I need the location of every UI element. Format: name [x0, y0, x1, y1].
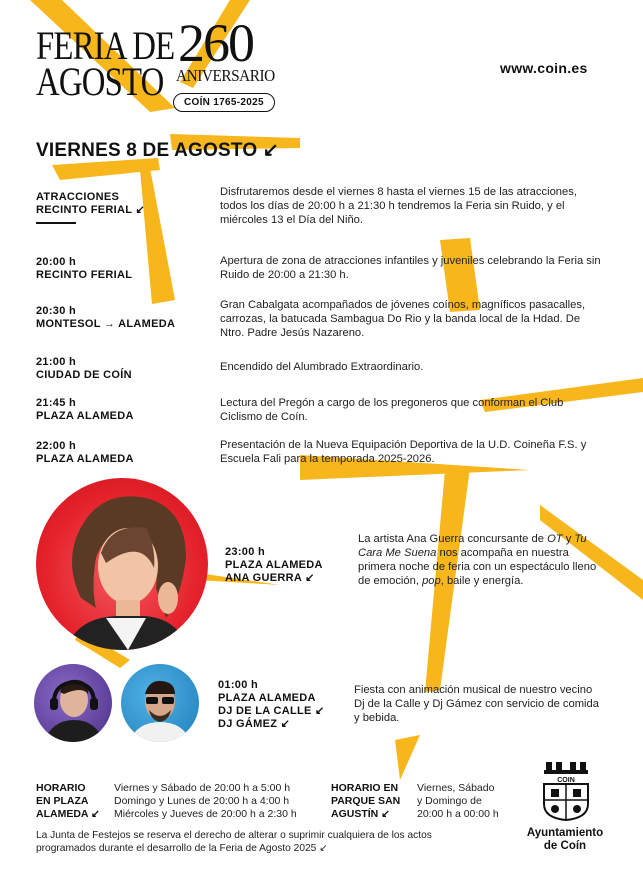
feature1-desc-c: nos acompaña en nuestra primera noche de feria con un espectáculo lleno de emoción,: [358, 547, 597, 587]
arrow-down-left-icon: ↙: [91, 808, 100, 820]
event-5-desc: Presentación de la Nueva Equipación Deportiva de la U.D. Coineña F.S. y Escuela Fali para la temporada 2025-2026.: [220, 439, 587, 465]
day-title-text: VIERNES 8 DE AGOSTO: [36, 140, 258, 161]
feature1-desc-a: La artista Ana Guerra concursante de: [358, 533, 548, 545]
arrow-down-left-icon: ↙: [280, 718, 291, 730]
svg-text:COIN: COIN: [557, 777, 575, 784]
website-link[interactable]: www.coin.es: [500, 60, 588, 76]
feature2-place3: DJ GÁMEZ: [218, 718, 278, 730]
arrow-down-left-icon: ↙: [319, 843, 328, 854]
feature2-left: [218, 679, 348, 731]
feria-logo: [36, 23, 175, 104]
dj-gamez-photo: [121, 664, 199, 742]
event-place: RECINTO FERIAL: [36, 269, 133, 281]
event-time: 22:00 h: [36, 440, 77, 452]
schedule-sanagustin-label: HORARIO EN PARQUE SAN AGUSTÍN ↙: [331, 782, 401, 820]
event-4-left: [36, 397, 216, 423]
feature1-left: [225, 546, 355, 585]
schedule-alameda-lines: [114, 782, 329, 821]
feature1-place1: PLAZA ALAMEDA: [225, 559, 323, 571]
feria-line2: AGOSTO: [36, 59, 164, 104]
event-place: ATRACCIONES RECINTO FERIAL ↙: [36, 191, 145, 216]
feature2-place2-row: [218, 705, 348, 718]
event-time: 20:30 h: [36, 305, 77, 317]
event-time: 21:45 h: [36, 397, 77, 409]
schedule-line: Viernes y Sábado de 20:00 h a 5:00 h: [114, 782, 291, 794]
ana-guerra-photo: [36, 478, 208, 650]
feria-line1: FERIA DE: [36, 23, 175, 68]
schedule-alameda-label: HORARIO EN PLAZA ALAMEDA ↙: [36, 782, 100, 820]
schedule-line: y Domingo de: [417, 795, 482, 807]
event-time: 20:00 h: [36, 256, 77, 268]
feature1-desc-tcms: Tu Cara Me Suena: [358, 533, 587, 559]
person-portrait-icon: [36, 478, 208, 650]
arrow-down-left-icon: ↙: [315, 705, 325, 717]
divider: [36, 222, 76, 224]
anniversary-pill: COÍN 1765-2025: [173, 93, 275, 112]
ayuntamiento-line1: Ayuntamiento: [526, 827, 604, 839]
feature1-place2-row: [225, 572, 355, 585]
feature1-desc-b: y: [562, 533, 575, 545]
feature2-place3-row: [218, 718, 348, 731]
disclaimer: [36, 829, 476, 855]
event-3-desc: Encendido del Alumbrado Extraordinario.: [220, 361, 424, 373]
feature2-place1: PLAZA ALAMEDA: [218, 692, 316, 704]
feature2-time: 01:00 h: [218, 679, 259, 691]
ayuntamiento-line2: de Coín: [543, 840, 587, 852]
schedule-line: Domingo y Lunes de 20:00 h a 4:00 h: [114, 795, 290, 807]
feature1-desc: [358, 532, 608, 588]
ayuntamiento-seal-icon: [538, 760, 594, 822]
event-4-desc: Lectura del Pregón a cargo de los pregoneros que conforman el Club Ciclismo de Coín.: [220, 397, 564, 423]
arrow-down-left-icon: ↙: [381, 808, 390, 820]
feature1-desc-pop: pop: [422, 575, 441, 587]
feature1-desc-d: , baile y energía.: [440, 575, 524, 587]
anniversary-number: 260: [178, 13, 253, 73]
feature1-time: 23:00 h: [225, 546, 266, 558]
feature1-place2: ANA GUERRA: [225, 572, 302, 584]
event-1-left: [36, 256, 216, 282]
event-5-left: [36, 440, 216, 466]
event-2-desc: Gran Cabalgata acompañados de jóvenes coínos, magníficos pasacalles, carrozas, la batucada Sambagua Do Rio y la banda local de la Hdad. De Ntro. Padre Jesús Nazareno.: [220, 299, 586, 339]
schedule-line: Miércoles y Jueves de 20:00 h a 2:30 h: [114, 808, 297, 820]
arrow-down-left-icon: ↙: [135, 204, 145, 216]
person-portrait-icon: [34, 664, 112, 742]
event-time: 21:00 h: [36, 356, 77, 368]
arrow-down-left-icon: ↙: [262, 140, 279, 161]
schedule-line: 20:00 h a 00:00 h: [417, 808, 499, 820]
schedule-line: Viernes, Sábado: [417, 782, 495, 794]
arrow-down-left-icon: ↙: [305, 572, 315, 584]
event-3-left: [36, 356, 216, 382]
feature2-place2: DJ DE LA CALLE: [218, 705, 312, 717]
event-0-left: [36, 191, 206, 217]
person-portrait-icon: [121, 664, 199, 742]
day-title: [36, 139, 279, 162]
anniversary-word: ANIVERSARIO: [176, 66, 275, 85]
event-2-left: [36, 305, 216, 331]
disclaimer-text: La Junta de Festejos se reserva el derecho de alterar o suprimir cualquiera de los actos programados durante el desarrollo de la Feria de Agosto 2025: [36, 830, 432, 854]
dj-de-la-calle-photo: [34, 664, 112, 742]
event-place: PLAZA ALAMEDA: [36, 453, 134, 465]
event-0-desc: Disfrutaremos desde el viernes 8 hasta el viernes 15 de las atracciones, todos los días de 20:00 h a 21:30 h tendremos la Feria sin Ruido, y el miércoles 13 el Día del Niño.: [220, 186, 577, 226]
ayuntamiento-name: [520, 827, 610, 853]
event-place: MONTESOL → ALAMEDA: [36, 318, 176, 330]
feature1-desc-ot: OT: [547, 533, 563, 545]
feature2-desc: Fiesta con animación musical de nuestro vecino Dj de la Calle y Dj Gámez con servicio de comida y bebida.: [354, 684, 599, 724]
schedule-sanagustin-lines: [417, 782, 522, 821]
event-place: PLAZA ALAMEDA: [36, 410, 134, 422]
event-place: CIUDAD DE COÍN: [36, 369, 132, 381]
event-1-desc: Apertura de zona de atracciones infantiles y juveniles celebrando la Feria sin Ruido de 20:00 a 21:30 h.: [220, 255, 601, 281]
